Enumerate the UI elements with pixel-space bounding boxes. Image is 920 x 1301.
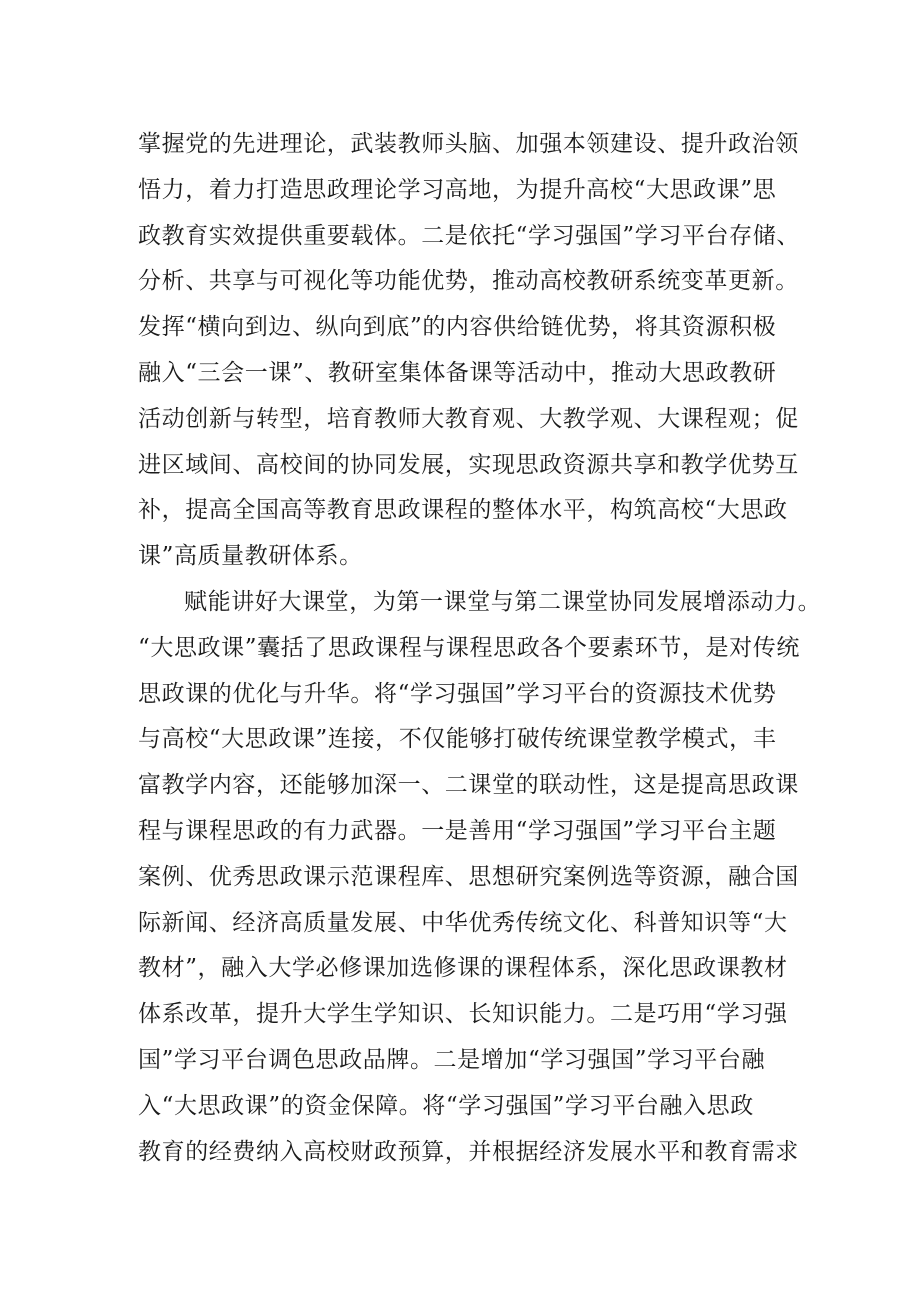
- text-line: 际新闻、经济高质量发展、中华优秀传统文化、科普知识等“大: [138, 909, 788, 936]
- text-line: 国”学习平台调色思政品牌。二是增加“学习强国”学习平台融: [138, 1046, 766, 1073]
- text-line: 发挥“横向到边、纵向到底”的内容供给链优势，将其资源积极: [138, 314, 777, 341]
- paragraph-2: [138, 580, 822, 1175]
- text-line: 教育的经费纳入高校财政预算，并根据经济发展水平和教育需求: [138, 1138, 799, 1165]
- text-line: 活动创新与转型，培育教师大教育观、大教学观、大课程观；促: [138, 405, 799, 432]
- text-line: 体系改革，提升大学生学知识、长知识能力。二是巧用“学习强: [138, 1001, 788, 1028]
- text-line: 融入“三会一课”、教研室集体备课等活动中，推动大思政教研: [138, 359, 777, 386]
- text-line: 入“大思政课”的资金保障。将“学习强国”学习平台融入思政: [138, 1092, 754, 1119]
- text-line: 悟力，着力打造思政理论学习高地，为提升高校“大思政课”思: [138, 176, 777, 203]
- text-line: 补，提高全国高等教育思政课程的整体水平，构筑高校“大思政: [138, 497, 788, 524]
- text-line: 程与课程思政的有力武器。一是善用“学习强国”学习平台主题: [138, 817, 777, 844]
- text-line: 进区域间、高校间的协同发展，实现思政资源共享和教学优势互: [138, 451, 799, 478]
- text-line: 教材”，融入大学必修课加选修课的课程体系，深化思政课教材: [138, 955, 788, 982]
- text-line: 思政课的优化与升华。将“学习强国”学习平台的资源技术优势: [138, 680, 777, 707]
- paragraph-1: [138, 122, 800, 580]
- text-line: 富教学内容，还能够加深一、二课堂的联动性，这是提高思政课: [138, 772, 799, 799]
- document-body: [138, 122, 822, 1175]
- text-line: 赋能讲好大课堂，为第一课堂与第二课堂协同发展增添动力。: [184, 588, 822, 615]
- text-line: 政教育实效提供重要载体。二是依托“学习强国”学习平台存储、: [138, 222, 800, 249]
- text-line: 分析、共享与可视化等功能优势，推动高校教研系统变革更新。: [138, 268, 799, 295]
- text-line: 与高校“大思政课”连接，不仅能够打破传统课堂教学模式，丰: [138, 726, 777, 753]
- text-line: 掌握党的先进理论，武装教师头脑、加强本领建设、提升政治领: [138, 131, 799, 157]
- text-line: 案例、优秀思政课示范课程库、思想研究案例选等资源，融合国: [138, 863, 799, 890]
- text-line: 课”高质量教研体系。: [138, 543, 363, 570]
- text-line: “大思政课”囊括了思政课程与课程思政各个要素环节，是对传统: [138, 634, 800, 661]
